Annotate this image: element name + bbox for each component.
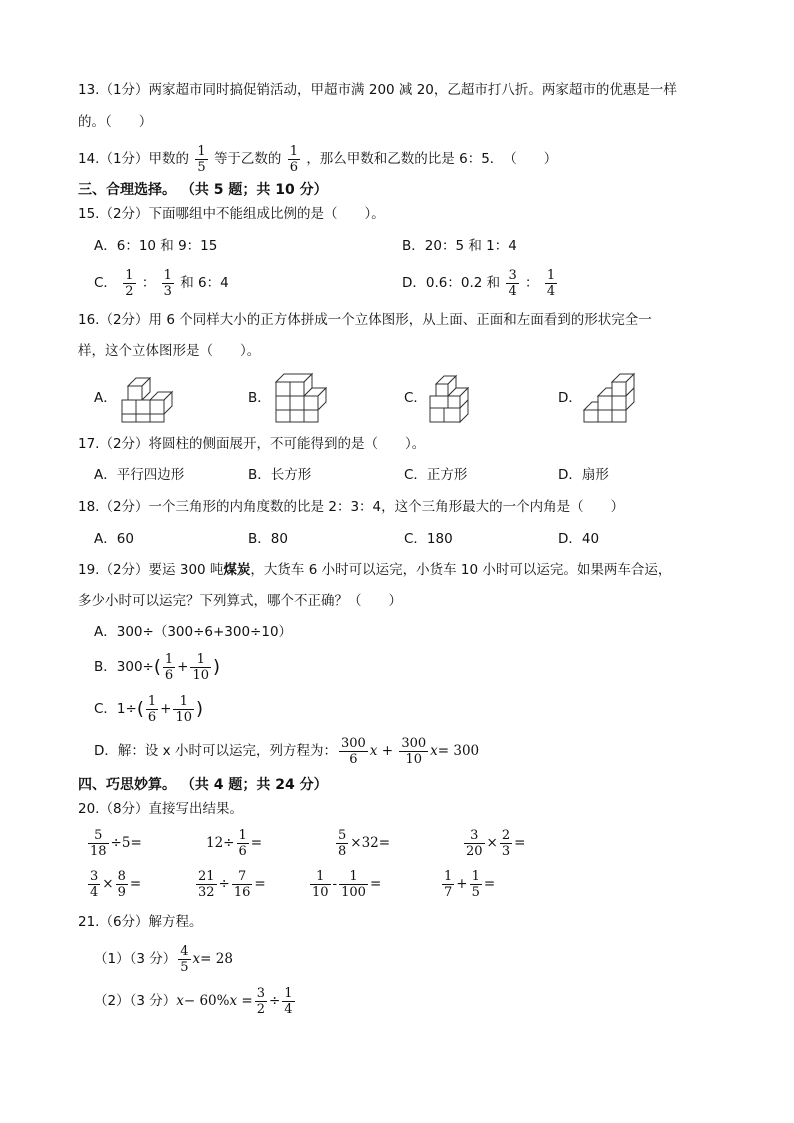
q19-option-a: A．300÷（300÷6+300÷10） [94,624,293,640]
q18-option-a: A．60 [94,531,134,547]
q19-option-d: D．解：设 x 小时可以运完，列方程为： $\frac{300}{6}$ x + $\frac{300}{10}$ x= 300 [94,736,480,767]
q17-option-c: C．正方形 [404,467,468,483]
q19-option-c: C．1÷( $\frac{1}{6}$ + $\frac{1}{10}$ ) [94,694,204,725]
q14-fraction-2: $\frac{1}{6}$ [289,144,299,175]
q15-option-a: A．6：10 和 9：15 [94,238,218,254]
q21-part-2: （2）（3 分）x− 60%x = $\frac{3}{2}$ ÷ $\frac{1}{4}$ [94,986,293,1017]
q14: 14.（1分）甲数的 $\frac{1}{5}$ 等于乙数的 $\frac{1}{6}$ ，那么甲数和乙数的比是 6：5． （ ） [78,144,558,175]
q16-label-d: D． [558,390,582,406]
q20-expr-3: $\frac{5}{8}$ ×32= [338,828,391,859]
q17-stem: 17.（2分）将圆柱的侧面展开，不可能得到的是（ ）。 [78,436,426,452]
q18-option-b: B．80 [248,531,288,547]
cube-figure-d [580,372,640,424]
q21-part-1: （1）（3 分） $\frac{4}{5}$ x= 28 [94,944,233,975]
cube-figure-c [426,372,482,424]
q20-expr-6: $\frac{21}{32}$ ÷ $\frac{7}{16}$ = [198,869,266,900]
q19-line2: 多少小时可以运完？下列算式，哪个不正确？（ ） [78,593,402,609]
q16-label-a: A． [94,390,117,406]
q16-label-b: B． [248,390,271,406]
q15-stem: 15.（2分）下面哪组中不能组成比例的是（ ）。 [78,206,385,222]
cube-figure-b [272,372,332,424]
q21-stem: 21.（6分）解方程。 [78,914,203,930]
q16-line2: 样，这个立体图形是（ ）。 [78,343,261,359]
section-3-heading: 三、合理选择。 （共 5 题；共 10 分） [78,182,328,198]
q13-line1: 13.（1分）两家超市同时搞促销活动，甲超市满 200 减 20，乙超市打八折。两家超市的优惠是一样 [78,82,677,98]
cube-figure-a [118,372,178,424]
q15-option-b: B．20：5 和 1：4 [402,238,517,254]
q20-expr-1: $\frac{5}{18}$ ÷5= [90,828,142,859]
q19-line1: 19.（2分）要运 300 吨煤炭，大货车 6 小时可以运完，小货车 10 小时可以运完。如果两车合运， [78,562,672,578]
q16-label-c: C． [404,390,427,406]
q14-fraction-1: $\frac{1}{5}$ [197,144,206,175]
q16-line1: 16.（2分）用 6 个同样大小的正方体拼成一个立体图形，从上面、正面和左面看到的形状完全一 [78,312,652,328]
q18-option-c: C．180 [404,531,453,547]
q17-option-b: B．长方形 [248,467,312,483]
q17-option-d: D．扇形 [558,467,609,483]
q15-option-d: D．0.6：0.2 和 $\frac{3}{4}$ ： $\frac{1}{4}$ [402,268,556,299]
q20-expr-5: $\frac{3}{4}$ × $\frac{8}{9}$ = [90,869,142,900]
q18-option-d: D．40 [558,531,600,547]
q20-expr-4: $\frac{3}{20}$ × $\frac{2}{3}$ = [466,828,526,859]
q18-stem: 18.（2分）一个三角形的内角度数的比是 2：3：4，这个三角形最大的一个内角是（ ） [78,499,625,515]
q20-expr-2: 12÷ $\frac{1}{6}$ = [206,828,263,859]
q15-option-c: C． $\frac{1}{2}$ ： $\frac{1}{3}$ 和 6：4 [94,268,229,299]
q20-stem: 20.（8分）直接写出结果。 [78,801,244,817]
q19-option-b: B．300÷( $\frac{1}{6}$ + $\frac{1}{10}$ ) [94,652,221,683]
q20-expr-8: $\frac{1}{7}$ + $\frac{1}{5}$ = [444,869,496,900]
section-4-heading: 四、巧思妙算。 （共 4 题；共 24 分） [78,777,328,793]
q20-expr-7: $\frac{1}{10}$ - $\frac{1}{100}$ = [312,869,382,900]
q17-option-a: A．平行四边形 [94,467,185,483]
q13-line2: 的。（ ） [78,114,153,130]
